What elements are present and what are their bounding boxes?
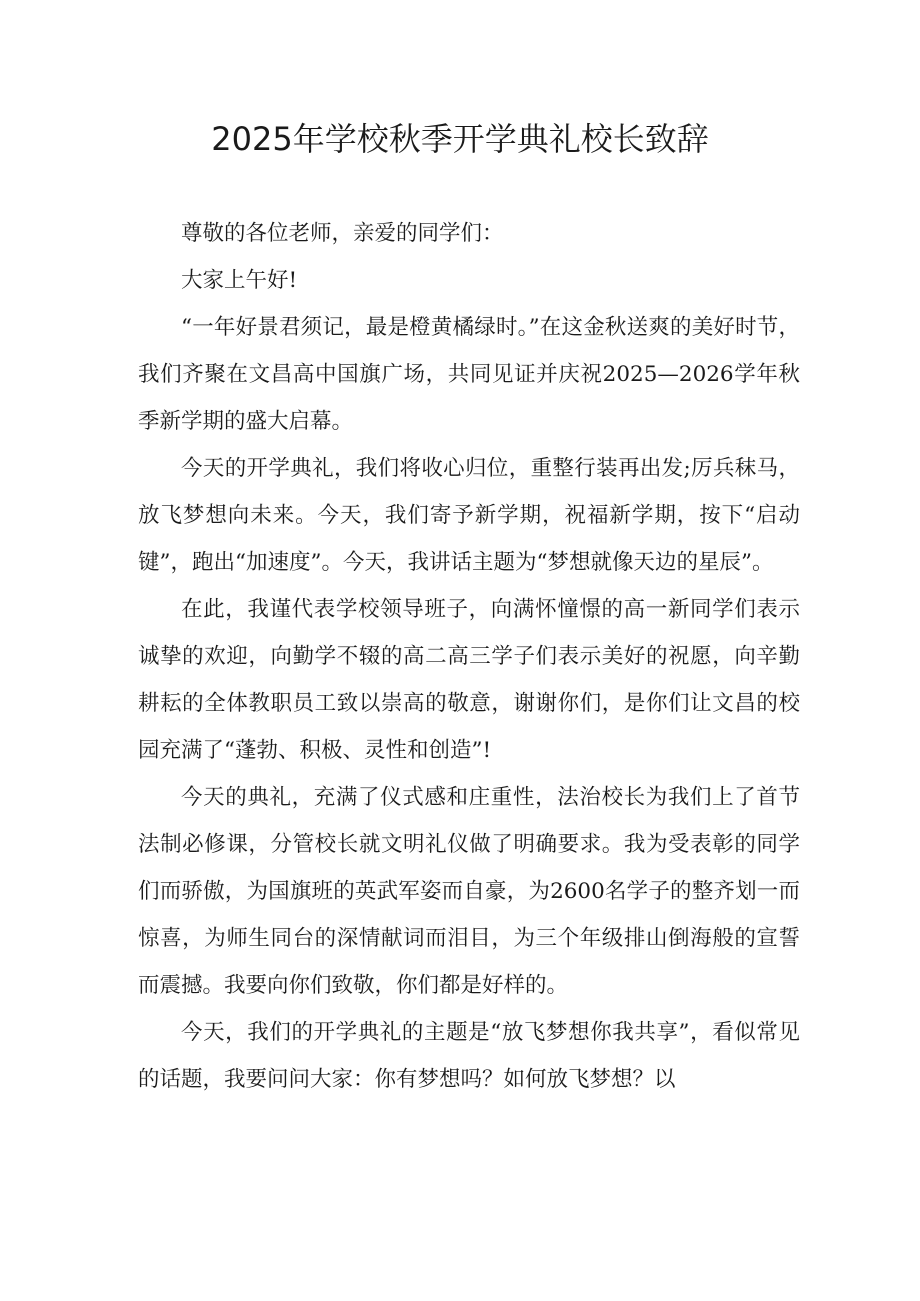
paragraph-4: 今天的典礼，充满了仪式感和庄重性，法治校长为我们上了首节法制必修课，分管校长就文明礼仪做了明确要求。我为受表彰的同学们而骄傲，为国旗班的英武军姿而自豪，为2600名学子的整齐划一而惊喜，为师生同台的深情献词而泪目，为三个年级排山倒海般的宣誓而震撼。我要向你们致敬，你们都是好样的。 bbox=[138, 785, 800, 998]
paragraph-1: “一年好景君须记，最是橙黄橘绿时。”在这金秋送爽的美好时节，我们齐聚在文昌高中国旗广场，共同见证并庆祝2025—2026学年秋季新学期的盛大启幕。 bbox=[138, 315, 800, 434]
document-body bbox=[138, 210, 800, 1103]
greeting: 大家上午好! bbox=[181, 268, 298, 293]
paragraph-3: 在此，我谨代表学校领导班子，向满怀憧憬的高一新同学们表示诚挚的欢迎，向勤学不辍的高二高三学子们表示美好的祝愿，向辛勤耕耘的全体教职员工致以崇高的敬意，谢谢你们，是你们让文昌的校园充满了“蓬勃、积极、灵性和创造”! bbox=[138, 597, 800, 763]
salutation: 尊敬的各位老师，亲爱的同学们： bbox=[181, 221, 504, 246]
paragraph-5: 今天，我们的开学典礼的主题是“放飞梦想你我共享”，看似常见的话题，我要问问大家：你有梦想吗？如何放飞梦想？以 bbox=[138, 1020, 800, 1092]
document-title: 2025年学校秋季开学典礼校长致辞 bbox=[211, 120, 709, 158]
paragraph-2: 今天的开学典礼，我们将收心归位，重整行装再出发;厉兵秣马，放飞梦想向未来。今天，我们寄予新学期，祝福新学期，按下“启动键”，跑出“加速度”。今天，我讲话主题为“梦想就像天边的星辰”。 bbox=[138, 456, 800, 575]
